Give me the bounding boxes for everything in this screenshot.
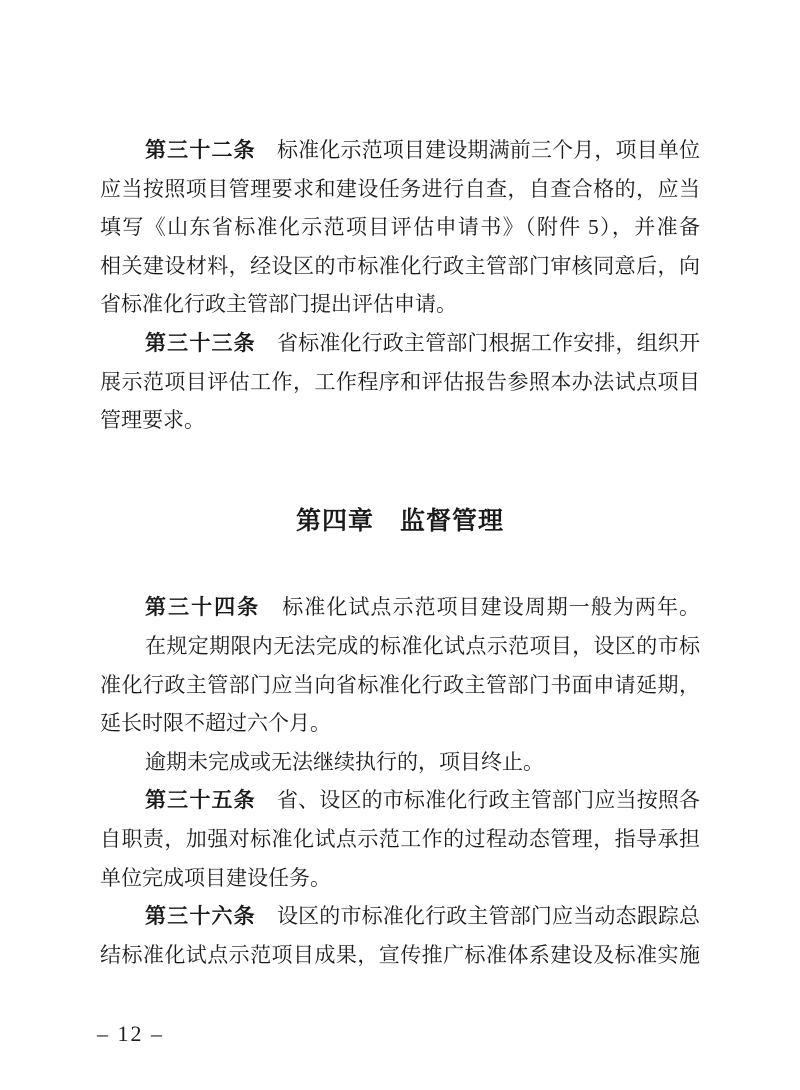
text-line xyxy=(100,170,700,209)
line-text: 结标准化试点示范项目成果，宣传推广标准体系建设及标准实施 xyxy=(100,942,700,967)
line-text: 逾期未完成或无法继续执行的，项目终止。 xyxy=(145,749,544,774)
line-text: 省标准化行政主管部门提出评估申请。 xyxy=(100,292,457,317)
text-line xyxy=(100,324,700,363)
line-text: 单位完成项目建设任务。 xyxy=(100,865,331,890)
text-line xyxy=(100,666,700,705)
article-number: 第三十四条 xyxy=(145,596,261,620)
text-line xyxy=(100,627,700,666)
article-number: 第三十五条 xyxy=(145,789,256,813)
text-line xyxy=(100,363,700,402)
text-line xyxy=(100,285,700,324)
line-text: 填写《山东省标准化示范项目评估申请书》（附件 5），并准备 xyxy=(100,215,700,240)
chapter-heading: 第四章 监督管理 xyxy=(295,506,504,535)
text-line xyxy=(100,588,700,627)
text-line xyxy=(100,208,700,247)
document-body xyxy=(100,131,700,974)
text-line xyxy=(100,781,700,820)
line-text: 在规定期限内无法完成的标准化试点示范项目，设区的市标 xyxy=(145,633,700,658)
text-line xyxy=(100,743,700,782)
line-text: 展示范项目评估工作，工作程序和评估报告参照本办法试点项目 xyxy=(100,369,700,394)
line-text: 自职责，加强对标准化试点示范工作的过程动态管理，指导承担 xyxy=(100,826,700,851)
text-line xyxy=(100,936,700,975)
page-number: – 12 – xyxy=(97,1021,164,1046)
text-line xyxy=(100,820,700,859)
text-line xyxy=(100,131,700,170)
line-text: 准化行政主管部门应当向省标准化行政主管部门书面申请延期， xyxy=(100,672,700,697)
text-line xyxy=(100,247,700,286)
line-text: 标准化示范项目建设期满前三个月，项目单位 xyxy=(255,138,701,162)
article-number: 第三十二条 xyxy=(145,139,256,162)
line-text: 设区的市标准化行政主管部门应当动态跟踪总 xyxy=(255,904,701,929)
article-number: 第三十三条 xyxy=(145,331,256,355)
line-text: 延长时限不超过六个月。 xyxy=(100,711,331,736)
text-line xyxy=(100,704,700,743)
text-line xyxy=(100,859,700,898)
text-line xyxy=(100,897,700,936)
line-text: 应当按照项目管理要求和建设任务进行自查，自查合格的，应当 xyxy=(100,176,700,201)
line-text: 省、设区的市标准化行政主管部门应当按照各 xyxy=(255,788,701,813)
line-text: 标准化试点示范项目建设周期一般为两年。 xyxy=(260,595,701,620)
line-text: 省标准化行政主管部门根据工作安排，组织开 xyxy=(255,330,701,355)
text-line xyxy=(100,401,700,440)
article-number: 第三十六条 xyxy=(145,905,256,929)
line-text: 管理要求。 xyxy=(100,408,205,433)
line-text: 相关建设材料，经设区的市标准化行政主管部门审核同意后，向 xyxy=(100,253,700,278)
